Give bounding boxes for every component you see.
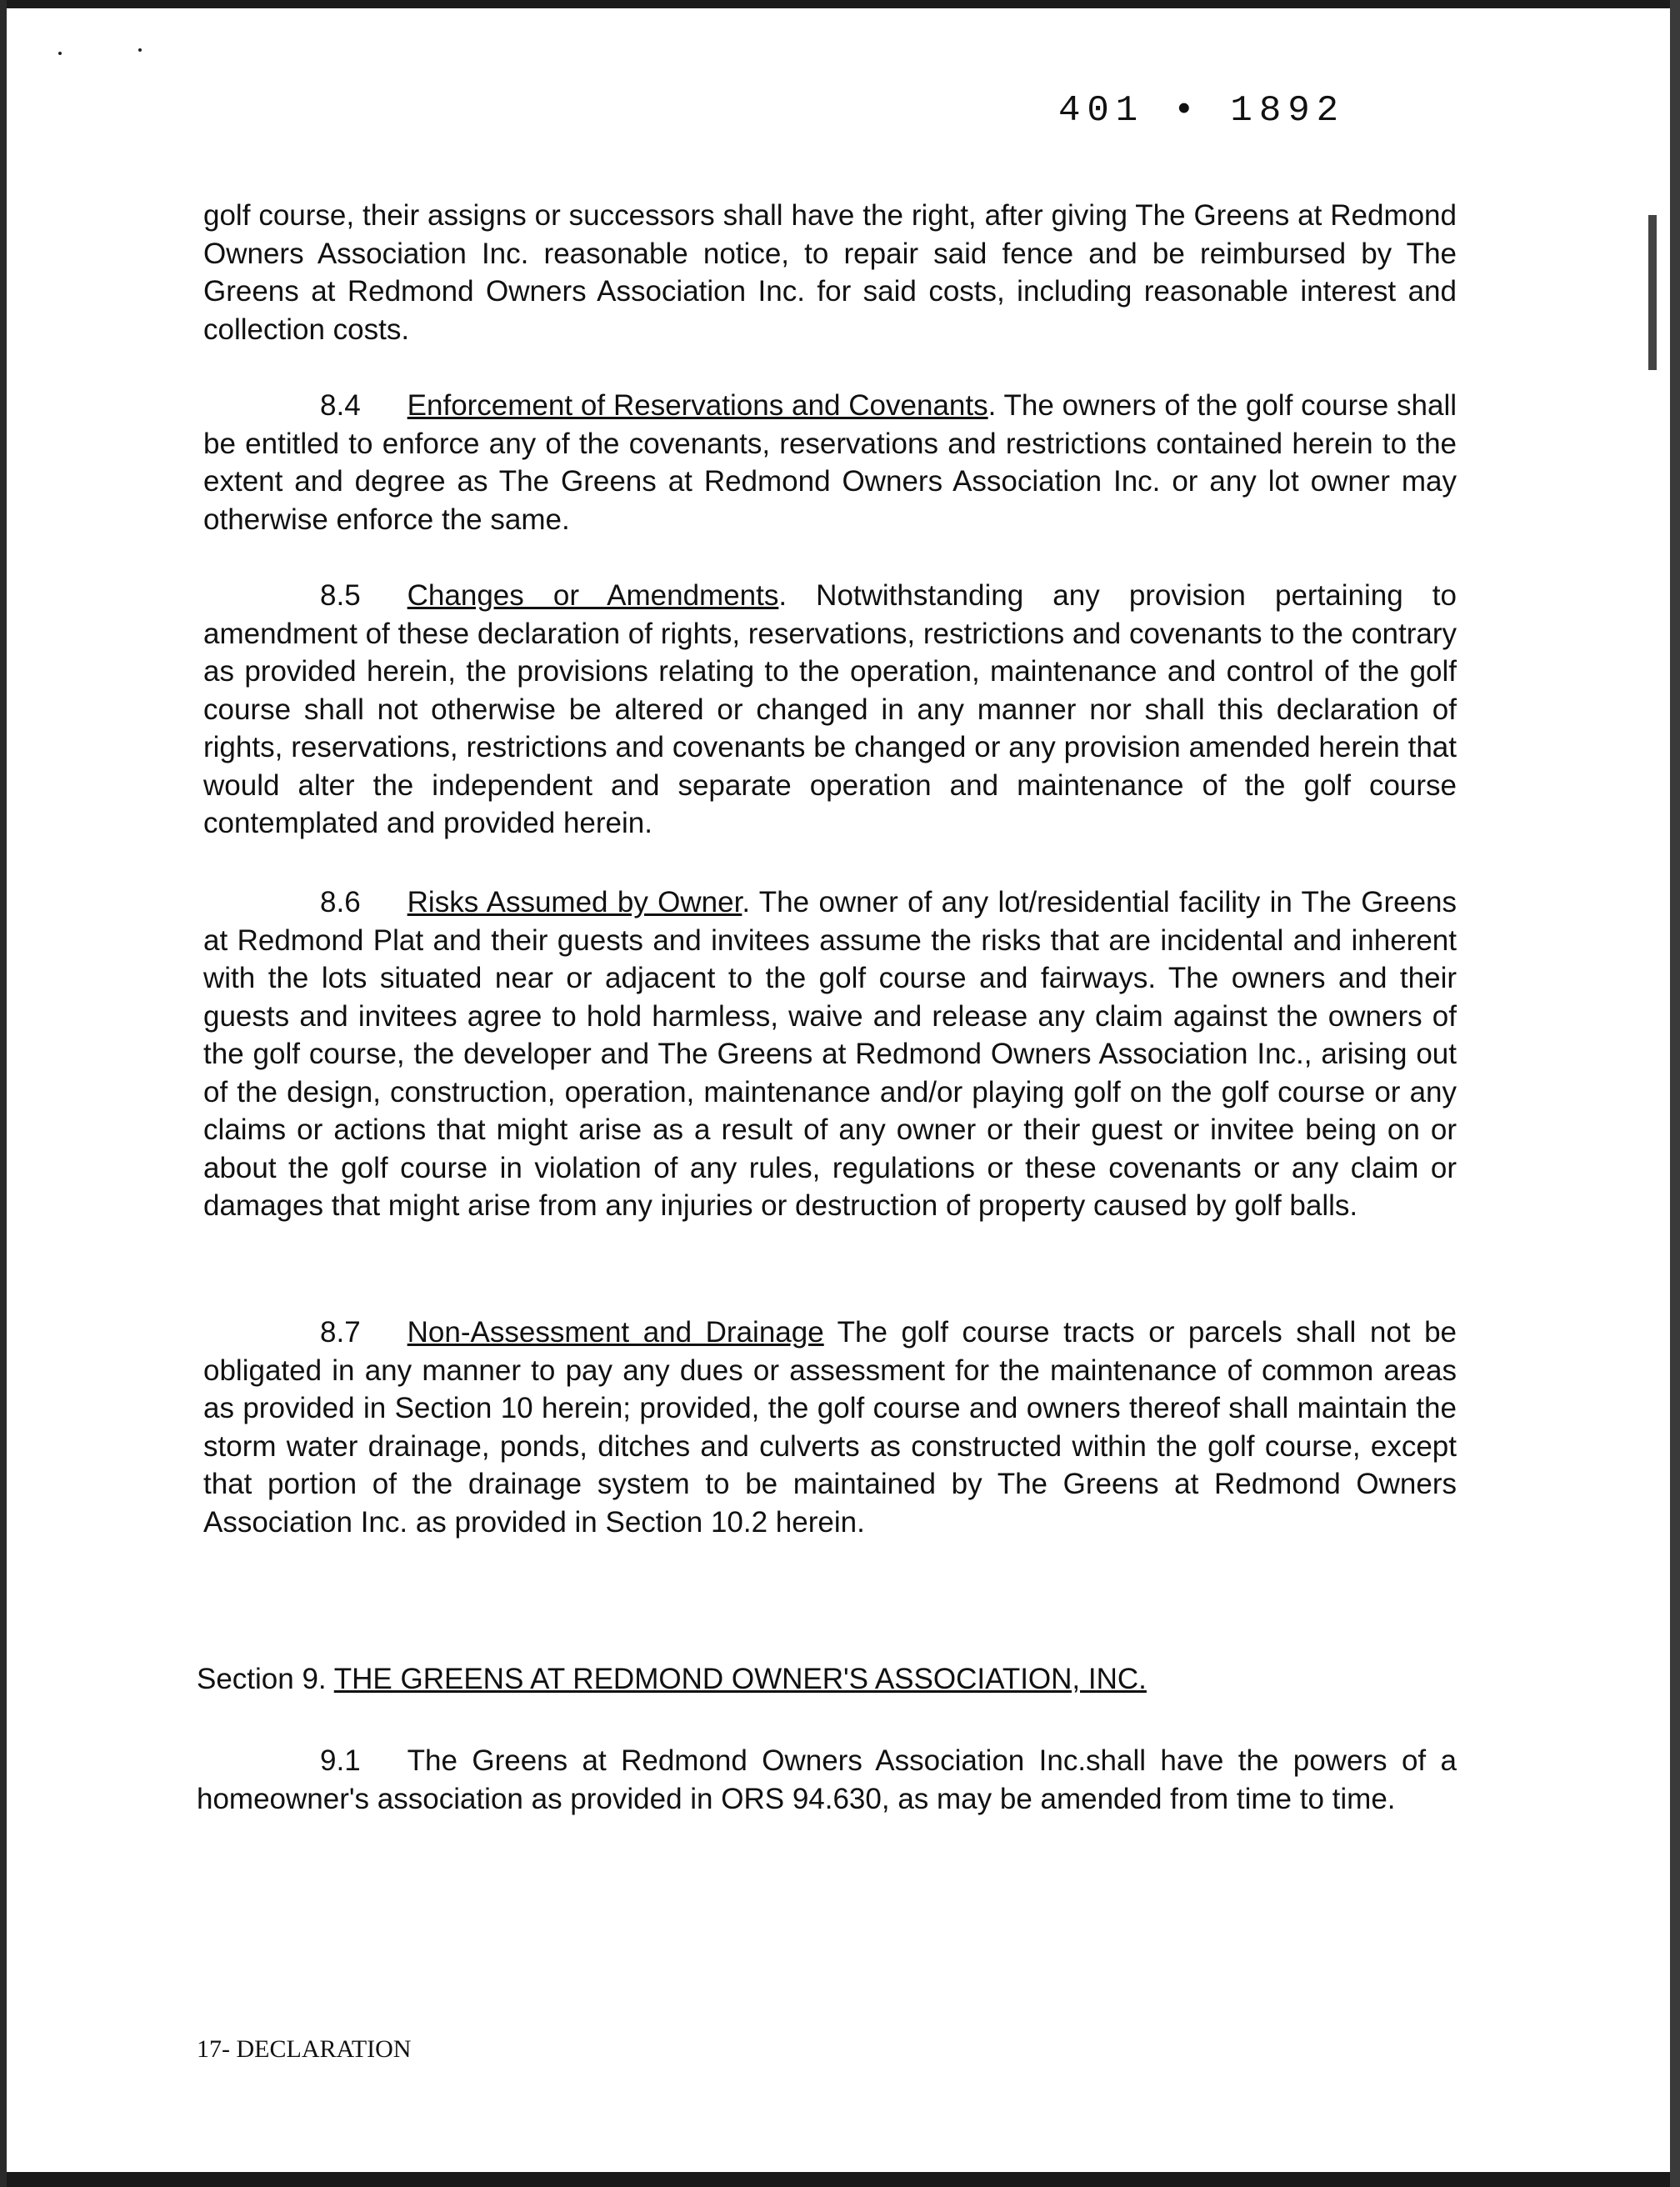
scan-speck bbox=[138, 48, 142, 52]
section-title: Risks Assumed by Owner bbox=[407, 886, 742, 918]
section-8-7 bbox=[203, 1314, 1457, 1541]
section-text: . The owner of any lot/residential facility in The Greens at Redmond Plat and their guests and invitees assume the risks that are incidental and inherent with the lots situated near or adjacent to the golf course and fairways. The owners and their guests and invitees agree to hold harmless, waive and release any claim against the owners of the golf course, the developer and The Greens at Redmond Owners Association Inc., arising out of the design, construction, operation, maintenance and/or playing golf on the golf course or any claims or actions that might arise as a result of any owner or their guest or invitee being on or about the golf course in violation of any rules, regulations or these covenants or any claim or damages that might arise from any injuries or destruction of property caused by golf balls. bbox=[203, 886, 1457, 1222]
scan-edge-left bbox=[0, 0, 7, 2187]
scan-speck bbox=[58, 52, 62, 55]
scan-edge-top bbox=[0, 0, 1680, 8]
section-text: The Greens at Redmond Owners Association Inc.shall have the powers of a homeowner's association as provided in ORS 94.630, as may be amended from time to time. bbox=[197, 1744, 1457, 1815]
page-number: 401 • 1892 bbox=[1058, 90, 1346, 132]
section-title: Non-Assessment and Drainage bbox=[407, 1316, 824, 1349]
section-9-1 bbox=[197, 1742, 1457, 1818]
section-8-6 bbox=[203, 883, 1457, 1225]
section-number: 9.1 bbox=[320, 1744, 361, 1777]
section-number: 8.5 bbox=[320, 579, 361, 612]
page-footer: 17- DECLARATION bbox=[197, 2035, 412, 2063]
section-9-heading bbox=[197, 1660, 1147, 1698]
section-title: Enforcement of Reservations and Covenants bbox=[407, 389, 988, 422]
scan-edge-bottom bbox=[0, 2172, 1680, 2187]
paragraph-continued bbox=[203, 197, 1457, 348]
scan-edge-right bbox=[1670, 0, 1680, 2187]
section-title: Changes or Amendments bbox=[407, 579, 779, 612]
scan-mark-right bbox=[1648, 215, 1657, 370]
section-title: THE GREENS AT REDMOND OWNER'S ASSOCIATION, INC. bbox=[333, 1663, 1147, 1695]
section-text: . Notwithstanding any provision pertaining to amendment of these declaration of rights, reservations, restrictions and covenants to the contrary as provided herein, the provisions relating to the operation, maintenance and control of the golf course shall not otherwise be altered or changed in any manner nor shall this declaration of rights, reservations, restrictions and covenants be changed or any provision amended herein that would alter the independent and separate operation and maintenance of the golf course contemplated and provided herein. bbox=[203, 579, 1457, 839]
section-number: 8.6 bbox=[320, 886, 361, 918]
section-number: 8.7 bbox=[320, 1316, 361, 1349]
section-text: The golf course tracts or parcels shall not be obligated in any manner to pay any dues or assessment for the maintenance of common areas as provided in Section 10 herein; provided, the golf course and owners thereof shall maintain the storm water drainage, ponds, ditches and culverts as constructed within the golf course, except that portion of the drainage system to be maintained by The Greens at Redmond Owners Association Inc. as provided in Section 10.2 herein. bbox=[203, 1316, 1457, 1539]
paragraph-text: golf course, their assigns or successors shall have the right, after giving The Greens at Redmond Owners Association Inc. reasonable notice, to repair said fence and be reimbursed by The Greens at Redmond Owners Association Inc. for said costs, including reasonable interest and collection costs. bbox=[203, 199, 1457, 346]
section-number: 8.4 bbox=[320, 389, 361, 422]
section-text: . The owners of the golf course shall be entitled to enforce any of the covenants, reservations and restrictions contained herein to the extent and degree as The Greens at Redmond Owners Association Inc. or any lot owner may otherwise enforce the same. bbox=[203, 389, 1458, 536]
section-8-4 bbox=[203, 387, 1457, 538]
section-8-5 bbox=[203, 577, 1457, 843]
section-label: Section 9. bbox=[197, 1663, 327, 1695]
